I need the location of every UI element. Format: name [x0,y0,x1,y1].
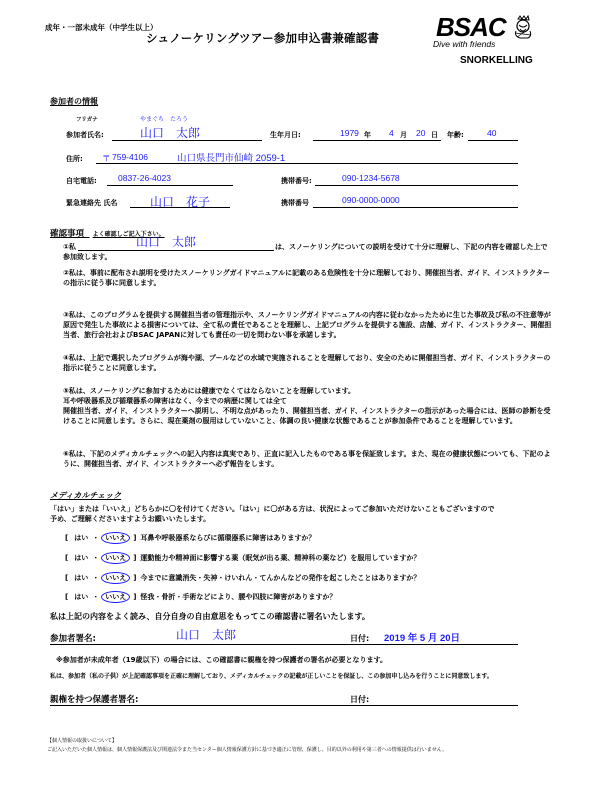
mobile-field-line [315,185,518,186]
no-option-circled[interactable]: いいえ [101,552,130,564]
bracket-open: [ [65,554,69,562]
emergency-mobile-field[interactable]: 090-0000-0000 [342,195,400,205]
no-option-circled[interactable]: いいえ [101,572,130,584]
participant-signature-field[interactable]: 山口 太郎 [176,628,237,642]
mobile-label: 携帯番号: [281,177,312,185]
home-phone-label: 自宅電話: [66,177,97,185]
bsac-logo [432,12,562,74]
yes-option[interactable]: はい [74,593,89,601]
item1-text [63,242,553,262]
minor-note: ※参加者が未成年者（19歳以下）の場合には、この確認書に親権を持つ保護者の署名が必要となります。 [56,656,387,664]
logo-product: SNORKELLING [460,55,533,66]
home-phone-field-line [107,185,233,186]
confirmation-item-5: ⑤私は、スノーケリングに参加するためには健康でなくてはならないことを理解しています。 耳や呼吸器系及び循環器系の障害はなく、今までの病歴に関しては全て 開催担当者、ガイド、インストラクターへ説明し、不明な点があったり、開催担当者、ガイド、インストラクターの指示があった場合には、医師の診断を受けることに同意します。さらに、現在薬剤の服用はしていないこと、体調の良い健康な状態であることが参加条件であることを理解しています。 [63,387,551,425]
emergency-name-field[interactable]: 山口 花子 [150,195,211,209]
no-option-circled[interactable]: いいえ [101,532,130,544]
medical-question [65,591,336,603]
postal-code-field[interactable]: 759-4106 [112,152,148,162]
guardian-signature-line [50,705,518,706]
guardian-statement: 私は、参加者（私の子供）が上記確認事項を正確に理解しており、メディカルチェックの記載が正しいことを保証し、この参加申し込みを行うことに同意致します。 [50,673,493,680]
guardian-date-field[interactable] [384,690,504,702]
birth-year-field[interactable]: 1979 [340,128,359,138]
birthdate-label: 生年月日: [270,131,301,139]
yes-option[interactable]: はい [74,534,89,542]
bracket-close: ] [133,554,137,562]
form-subtitle: 成年・一部未成年（中学生以上） [45,23,158,32]
bracket-close: ] [133,593,137,601]
birth-month-field[interactable]: 4 [389,128,394,138]
privacy-title: 【個人情報の取扱いについて】 [47,738,117,744]
furigana-value[interactable]: やまぐち たろう [140,117,189,123]
signature-date-field[interactable]: 2019 年 5 月 20日 [384,633,461,644]
medical-check-heading: メディカルチェック [50,491,122,500]
participant-info-heading: 参加者の情報 [50,97,98,106]
confirmation-item-6: ⑥私は、下記のメディカルチェックへの記入内容は真実であり、正直に記入したものである事を保証致します。また、現在の健康状態についても、下記のように、開催担当者、ガイド、インストラクターへ必ず報告をします。 [63,450,551,468]
yes-option[interactable]: はい [74,574,89,582]
medical-question [65,532,315,544]
confirmation-item-4: ④私は、上記で選択したプログラムが海や湖、プールなどの水域で実施されることを理解しており、安全のために開催担当者、ガイド、インストラクターの指示に従うことに同意します。 [63,354,551,372]
name-label: 参加者氏名: [66,131,104,139]
logo-brand: BSAC [436,12,506,42]
yes-option[interactable]: はい [74,554,89,562]
item1-prefix: ①私 [63,243,76,251]
guardian-signature-field[interactable] [176,690,326,702]
mobile-field[interactable]: 090-1234-5678 [342,173,400,183]
form-title: シュノーケリングツアー参加申込書兼確認書 [146,31,380,45]
medical-check-instructions: 「はい」または「いいえ」どちらかに〇を付けてください。「はい」に〇がある方は、状況によってご参加いただけないこともございますので 予め、ご理解くださいますようお願いいたします。 [50,505,495,523]
day-unit: 日 [431,131,438,139]
separator: ・ [92,554,100,562]
name-field[interactable]: 山口 太郎 [140,126,201,140]
logo-tagline: Dive with friends [433,39,496,49]
confirmation-item-2: ②私は、事前に配布され説明を受けたスノーケリングガイドマニュアルに記載のある危険性を十分に理解しており、開催担当者、ガイド、インストラクターの指示に従う事に同意します。 [63,269,550,287]
emergency-mobile-field-line [313,207,518,208]
item1-name-field[interactable]: 山口 太郎 [136,235,197,249]
signature-date-label: 日付: [350,634,370,643]
declaration-text: 私は上記の内容をよく読み、自分自身の自由意思をもってこの確認書に署名いたします。 [50,612,370,621]
bracket-open: [ [65,534,69,542]
crest-icon [512,15,534,43]
address-label: 住所: [66,155,83,163]
guardian-signature-label: 親権を持つ保護者署名: [50,695,139,705]
birth-day-field[interactable]: 20 [416,128,426,138]
age-label: 年齢: [447,131,464,139]
birthdate-field-line [313,140,441,141]
question-text: 怪我・骨折・手術などにより、腰や四肢に障害がありますか？ [140,593,337,601]
bracket-close: ] [133,534,137,542]
medical-question [65,572,420,584]
bracket-open: [ [65,574,69,582]
address-field[interactable]: 山口県長門市仙崎 2059-1 [177,153,286,164]
home-phone-field[interactable]: 0837-26-4023 [118,173,171,183]
participant-signature-line [50,644,518,645]
guardian-date-label: 日付: [350,695,370,704]
age-field-line [468,140,518,141]
confirmation-title: 確認事項 [50,229,85,239]
participant-signature-label: 参加者署名: [50,634,96,644]
emergency-contact-label: 緊急連絡先 氏名 [66,199,118,207]
age-field[interactable]: 40 [487,128,497,138]
month-unit: 月 [400,131,407,139]
year-unit: 年 [364,131,371,139]
postal-mark: 〒 [102,153,111,163]
bracket-open: [ [65,593,69,601]
item1-suffix: は、スノーケリングについての説明を受けて十分に理解し、下記の内容を確認した上で参加致します。 [63,243,548,261]
question-text: 耳鼻や呼吸器系ならびに循環器系に障害はありますか？ [140,534,316,542]
confirmation-note: よく確認しご記入下さい。 [92,231,165,238]
bracket-close: ] [133,574,137,582]
confirmation-item-3: ③私は、このプログラムを提供する開催担当者の管理指示や、スノーケリングガイドマニュアルの内容に従わなかったために生じた事故及び私の不注意等が原因で発生した事故による損害については、全て私の責任であることを理解し、上記プログラムを提供する施設、店舗、ガイド、インストラクター、開催担当者、旅行会社およびBSAC JAPANに対しても責任の一切を問わない事を承諾します。 [63,311,552,339]
question-text: 運動能力や精神面に影響する薬（眠気が出る薬、精神科の薬など）を服用していますか？ [140,554,421,562]
question-text: 今までに意識消失・失神・けいれん・てんかんなどの発作を起こしたことはありますか？ [140,574,421,582]
separator: ・ [92,574,100,582]
address-field-line [96,163,518,164]
no-option-circled[interactable]: いいえ [101,591,130,603]
privacy-text: ご記入いただいた個人情報は、個人情報保護法及び関連法令また当センター個人情報保護方針に基づき適正に管理、保護し、目的以外の利用や第三者への情報提供は行いません。 [47,747,448,753]
furigana-label: フリガナ [76,117,98,123]
separator: ・ [92,534,100,542]
separator: ・ [92,593,100,601]
emergency-mobile-label: 携帯番号 [281,199,309,207]
medical-question [65,552,420,564]
